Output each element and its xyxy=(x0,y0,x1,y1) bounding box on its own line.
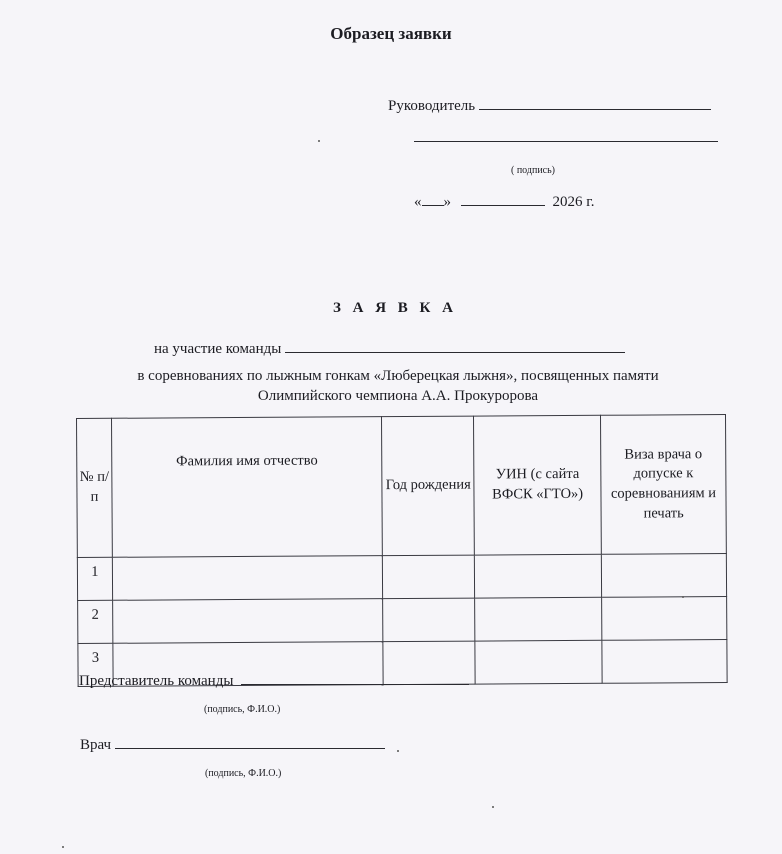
row-number: 2 xyxy=(78,600,113,643)
header-doctor-visa: Виза врача о допуске к соревнованиям и печать xyxy=(601,415,727,555)
date-quote-close: » xyxy=(443,194,451,210)
date-line xyxy=(414,194,594,211)
uin-cell xyxy=(475,554,602,598)
header-number: № п/п xyxy=(77,418,113,557)
date-month-blank xyxy=(461,205,545,206)
name-cell xyxy=(112,556,383,601)
name-cell xyxy=(113,599,384,644)
visa-cell xyxy=(602,597,727,641)
team-line xyxy=(154,341,625,358)
leader-line xyxy=(388,98,711,115)
row-number: 1 xyxy=(77,557,112,600)
birth-year-cell xyxy=(383,598,475,642)
scan-speck xyxy=(62,846,64,848)
date-quote-open: « xyxy=(414,194,422,210)
visa-cell xyxy=(601,554,726,598)
date-day-blank xyxy=(422,205,444,206)
scan-speck xyxy=(397,750,399,752)
header-uin: УИН (с сайта ВФСК «ГТО») xyxy=(474,415,602,555)
leader-label: Руководитель xyxy=(388,98,476,114)
doctor-blank xyxy=(115,748,385,749)
table-header-row xyxy=(77,415,727,558)
signature-blank xyxy=(414,141,718,142)
document-title: Образец заявки xyxy=(330,24,452,43)
doctor-caption: (подпись, Ф.И.О.) xyxy=(205,768,282,779)
competition-line-1: в соревнованиях по лыжным гонкам «Люберецкая лыжня», посвященных памяти xyxy=(137,368,659,384)
table-row xyxy=(78,597,727,644)
participants-table xyxy=(76,414,728,687)
scan-speck xyxy=(318,140,320,142)
scan-speck xyxy=(682,596,684,598)
representative-caption: (подпись, Ф.И.О.) xyxy=(204,704,281,715)
team-name-blank xyxy=(285,352,625,353)
doctor-line xyxy=(80,737,385,754)
uin-cell xyxy=(475,640,602,684)
row-number: 3 xyxy=(78,643,113,686)
leader-name-blank xyxy=(479,109,711,110)
doctor-label: Врач xyxy=(80,737,112,753)
header-birth-year: Год рождения xyxy=(382,416,475,556)
header-full-name: Фамилия имя отчество xyxy=(111,417,382,558)
competition-line-2: Олимпийского чемпиона А.А. Прокуророва xyxy=(257,388,539,404)
team-line-label: на участие команды xyxy=(154,341,282,357)
representative-blank xyxy=(241,684,469,685)
signature-caption: ( подпись) xyxy=(511,165,556,176)
representative-label: Представитель команды xyxy=(79,673,234,689)
uin-cell xyxy=(475,597,602,641)
scan-speck xyxy=(492,806,494,808)
application-heading: З А Я В К А xyxy=(332,300,458,316)
representative-line xyxy=(79,673,469,690)
table-row xyxy=(77,554,726,601)
visa-cell xyxy=(602,640,727,684)
birth-year-cell xyxy=(383,555,475,599)
date-year: 2026 г. xyxy=(552,194,595,210)
